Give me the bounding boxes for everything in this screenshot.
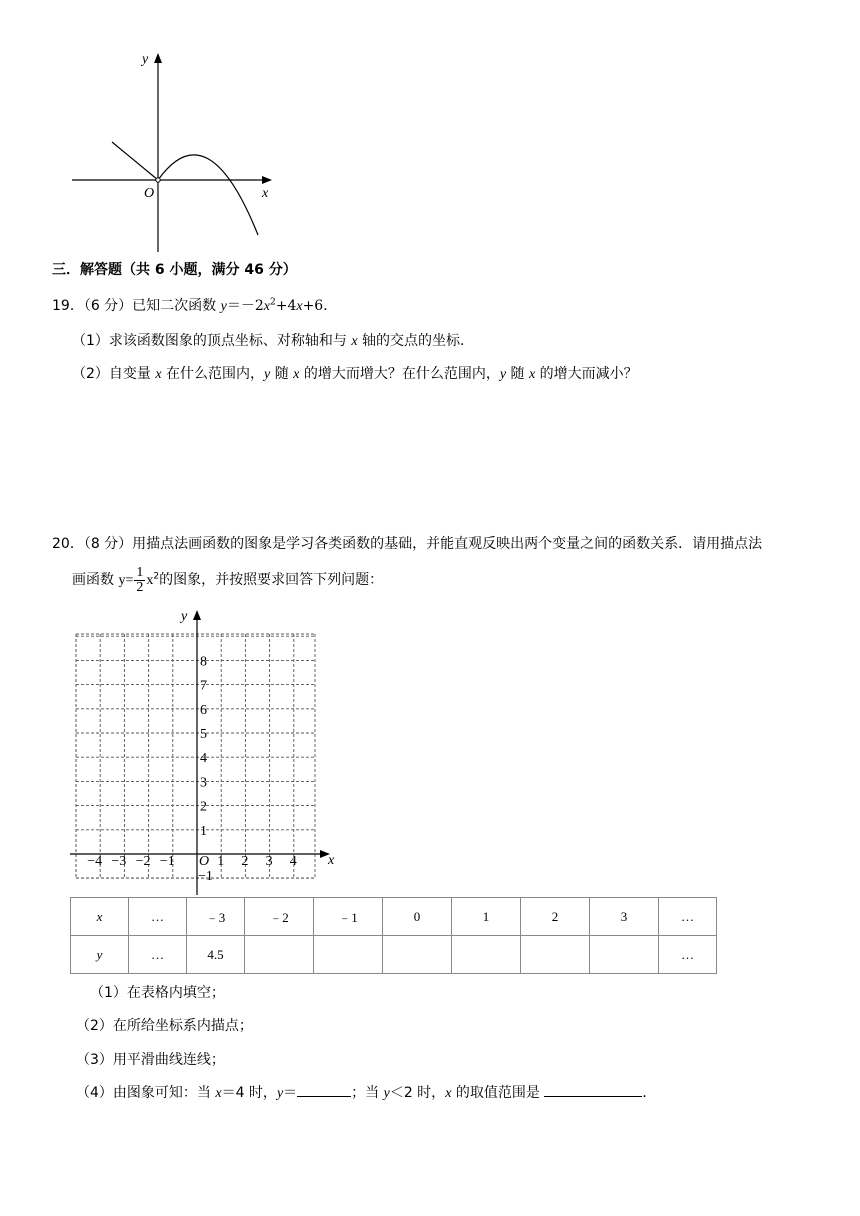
table-x-header: x (71, 898, 129, 936)
coordinate-grid (60, 600, 350, 900)
q19-stem (52, 296, 337, 317)
table-cell: 4.5 (187, 936, 245, 974)
grid-x-label: x (328, 853, 335, 868)
q19-part2-a: （2）自变量 (72, 366, 156, 382)
table-cell: ﹣3 (187, 898, 245, 936)
x-tick-label: 4 (289, 854, 297, 869)
value-table (70, 897, 717, 974)
y-tick-label: 2 (200, 799, 207, 815)
q20-func-fraction (134, 566, 145, 595)
q19-stem-prefix: 19．（6 分）已知二次函数 (52, 298, 221, 314)
table-cell: … (659, 936, 717, 974)
q19-eq-y: y (220, 299, 227, 314)
q20-stem-line2-a: 画函数 (72, 572, 119, 588)
y-tick-labels (200, 654, 207, 838)
table-input-cell[interactable] (314, 936, 383, 974)
q19-part2-f: 的增大而减小？ (535, 366, 638, 382)
q20-func-y: y= (118, 573, 134, 588)
y-axis-label: y (142, 52, 149, 67)
q19-part2-y2: y (499, 367, 507, 382)
q19-part2-x3: x (528, 367, 536, 382)
q20-func-num: 1 (136, 564, 144, 580)
parabola-arc (158, 155, 258, 235)
q20-part4-a: （4）由图象可知：当 (76, 1085, 216, 1101)
q20-part4-end: ． (642, 1085, 657, 1101)
table-cell: ﹣1 (314, 898, 383, 936)
table-cell: ﹣2 (245, 898, 314, 936)
x-tick-label: 3 (265, 854, 273, 869)
y-tick-label: 1 (200, 823, 207, 839)
grid-y-axis-arrow (193, 610, 201, 620)
y-tick-label: 6 (200, 702, 207, 718)
table-cell: 2 (521, 898, 590, 936)
origin-point (156, 178, 160, 182)
q20-func-exp: 2 (153, 571, 160, 582)
table-cell: … (129, 898, 187, 936)
q19-part2-x: x (155, 367, 162, 382)
x-tick-label: −1 (159, 854, 175, 869)
table-cell: 1 (452, 898, 521, 936)
section-heading: 三．解答题（共 6 小题，满分 46 分） (52, 262, 297, 278)
q20-part3: （3）用平滑曲线连线； (76, 1052, 225, 1068)
y-tick-label: 8 (200, 654, 207, 670)
x-tick-labels (87, 854, 297, 869)
q19-part2-b: 在什么范围内， (161, 366, 265, 382)
q20-part4-x: x (215, 1086, 222, 1101)
q20-part4-d: ；当 (351, 1085, 384, 1101)
q19-part2-x2: x (293, 367, 300, 382)
q20-part4-y: y (276, 1086, 284, 1101)
left-ray (112, 142, 158, 180)
table-input-cell[interactable] (245, 936, 314, 974)
table-cell: 0 (383, 898, 452, 936)
y-tick-label: 7 (200, 678, 207, 694)
q19-part2-e: 随 (506, 366, 529, 382)
table-input-cell[interactable] (452, 936, 521, 974)
q20-stem-line1: 20．（8 分）用描点法画函数的图象是学习各类函数的基础，并能直观反映出两个变量之间的函数关系．请用描点法 (52, 536, 763, 552)
table-cell: 3 (590, 898, 659, 936)
q19-eq-mid: ＝－2 (226, 298, 264, 314)
q19-part1 (72, 331, 474, 352)
q20-part4-y2: y (383, 1086, 390, 1101)
answer-blank-1[interactable] (297, 1096, 351, 1097)
q20-part4-x2: x (445, 1086, 452, 1101)
q20-part2: （2）在所给坐标系内描点； (76, 1018, 253, 1034)
y-axis-arrow (154, 53, 162, 63)
q19-part2 (72, 364, 638, 385)
table-input-cell[interactable] (590, 936, 659, 974)
answer-blank-2[interactable] (544, 1096, 642, 1097)
q19-part2-y: y (264, 367, 271, 382)
x-tick-label: 2 (241, 854, 249, 869)
origin-label: O (144, 186, 155, 201)
x-tick-label: −2 (135, 854, 151, 869)
q20-part1: （1）在表格内填空； (90, 985, 225, 1001)
x-axis-arrow (262, 176, 272, 184)
q19-part1-a: （1）求该函数图象的顶点坐标、对称轴和与 (72, 333, 352, 349)
table-input-cell[interactable] (383, 936, 452, 974)
x-tick-label: −3 (111, 854, 127, 869)
grid-y-neg-tick: −1 (198, 869, 213, 884)
q20-part4 (76, 1083, 656, 1104)
table-row-y (71, 936, 717, 974)
q19-eq-exp: 2 (269, 297, 276, 308)
q20-part4-f: 的取值范围是 (451, 1085, 545, 1101)
table-input-cell[interactable] (521, 936, 590, 974)
function-sketch-figure (60, 45, 290, 260)
grid-origin-label: O (199, 854, 210, 869)
q19-eq-tail: +6． (302, 298, 338, 314)
table-cell: … (659, 898, 717, 936)
x-tick-label: 1 (217, 854, 225, 869)
x-tick-label: −4 (87, 854, 103, 869)
q20-func-den: 2 (136, 579, 144, 595)
y-tick-label: 4 (200, 751, 207, 767)
q20-stem-line2-b: 的图象，并按照要求回答下列问题： (159, 572, 384, 588)
q19-eq-x: x (263, 299, 270, 314)
q19-eq-rest: +4 (275, 298, 297, 314)
q20-func-x: x (146, 573, 154, 588)
table-row-x (71, 898, 717, 936)
q20-part4-b: ＝4 时， (221, 1085, 277, 1101)
q19-part1-b: 轴的交点的坐标． (357, 333, 475, 349)
q20-part4-e: ＜2 时， (389, 1085, 446, 1101)
q19-eq-x2: x (296, 299, 303, 314)
q20-part4-c: ＝ (283, 1085, 298, 1101)
grid-y-label: y (181, 609, 188, 624)
y-tick-label: 5 (200, 727, 207, 742)
q20-stem-line2 (72, 563, 383, 598)
y-tick-label: 3 (200, 775, 207, 791)
q19-part2-d: 的增大而增大？在什么范围内， (299, 366, 500, 382)
table-cell: … (129, 936, 187, 974)
x-axis-label: x (262, 186, 269, 201)
grid-lines (76, 634, 315, 878)
table-y-header: y (71, 936, 129, 974)
q19-part2-c: 随 (270, 366, 294, 382)
q19-part1-x: x (351, 334, 358, 349)
